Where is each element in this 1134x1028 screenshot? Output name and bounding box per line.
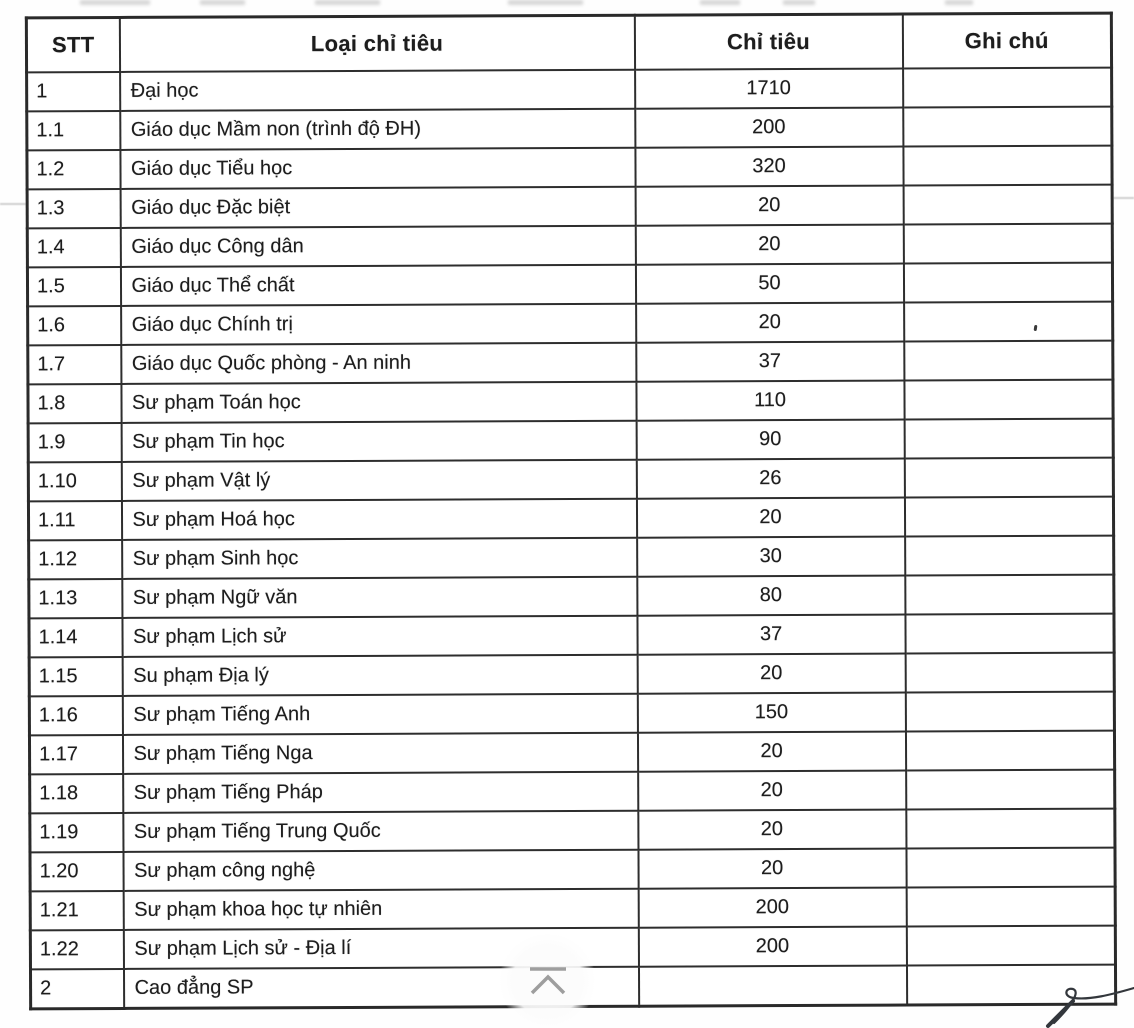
row-value: 90 [636,420,904,460]
row-note [903,224,1112,264]
row-note [904,302,1113,342]
row-value: 20 [638,810,906,850]
row-note [903,107,1112,147]
scan-smudge [945,0,973,5]
row-value: 200 [635,108,903,148]
scan-smudge [783,0,815,5]
row-stt: 1.15 [29,657,122,696]
row-value: 200 [638,888,906,928]
row-label: Giáo dục Mầm non (trình độ ĐH) [120,109,635,150]
row-label: Cao đẳng SP [123,967,638,1009]
row-note [904,497,1113,537]
table-row [27,224,1112,268]
row-stt: 1.9 [28,423,121,462]
table-row [28,458,1113,502]
row-stt: 1.2 [27,150,120,189]
table-row [30,809,1115,853]
row-label: Sư phạm công nghệ [123,850,638,891]
row-stt: 1.12 [29,540,122,579]
row-stt: 2 [30,969,123,1009]
table-row [30,770,1115,814]
header-row [26,13,1111,72]
chevron-up-with-bar-icon [522,966,574,996]
row-label: Giáo dục Đặc biệt [120,187,635,228]
table-row [28,497,1113,541]
row-note [905,653,1114,693]
col-header-type: Loại chỉ tiêu [119,15,634,72]
table-row [29,653,1114,697]
scan-streak [0,203,27,205]
row-label: Giáo dục Quốc phòng - An ninh [121,343,636,384]
row-stt: 1.5 [27,267,120,306]
quota-table-wrap [25,12,1114,1011]
row-stt: 1.6 [28,306,121,345]
scan-smudge [700,0,740,5]
table-row [30,887,1115,931]
row-value: 20 [636,303,904,343]
row-label: Giáo dục Chính trị [121,304,636,345]
scroll-to-top-button[interactable] [499,934,596,1028]
row-stt: 1.20 [30,852,123,891]
row-note [906,926,1115,966]
row-note [904,341,1113,381]
row-value: 37 [637,615,905,655]
row-stt: 1 [27,72,120,111]
table-row [28,302,1113,346]
table-row [29,692,1114,736]
row-value: 110 [636,381,904,421]
table-row [27,107,1112,151]
row-stt: 1.21 [30,891,123,930]
row-note [903,146,1112,186]
row-value: 20 [636,498,904,538]
row-value: 20 [638,849,906,889]
row-label: Sư phạm Vật lý [121,460,636,501]
col-header-note: Ghi chú [902,13,1111,68]
row-note [904,458,1113,498]
row-stt: 1.18 [30,774,123,813]
row-label: Sư phạm Lịch sử - Địa lí [123,928,638,969]
table-row [29,731,1114,775]
row-note [903,68,1112,108]
row-stt: 1.1 [27,111,120,150]
row-value: 20 [635,186,903,226]
row-note [905,692,1114,732]
table-row [30,848,1115,892]
scan-smudge [80,0,150,5]
row-stt: 1.11 [28,501,121,540]
row-stt: 1.13 [29,579,122,618]
row-value: 20 [638,771,906,811]
table-row [27,263,1112,307]
row-label: Sư phạm Tiếng Anh [122,694,637,735]
table-row [29,575,1114,619]
row-value: 150 [637,693,905,733]
table-row [27,146,1112,190]
col-header-stt: STT [26,17,119,72]
signature-ink [1040,982,1134,1028]
table-row [29,614,1114,658]
row-label: Sư phạm Tiếng Nga [122,733,637,774]
row-value: 20 [635,225,903,265]
row-stt: 1.4 [27,228,120,267]
row-label: Sư phạm Lịch sử [122,616,637,657]
row-value: 1710 [635,69,903,109]
row-stt: 1.19 [30,813,123,852]
row-value: 20 [637,654,905,694]
row-label: Sư phạm Toán học [121,382,636,423]
quota-table [25,12,1117,1011]
row-note [903,263,1112,303]
row-stt: 1.14 [29,618,122,657]
row-label: Giáo dục Thể chất [120,265,635,306]
row-label: Đại học [120,70,635,111]
row-note [906,770,1115,810]
scan-smudge [508,0,583,5]
row-stt: 1.3 [27,189,120,228]
table-row [28,341,1113,385]
row-label: Sư phạm Tiếng Trung Quốc [123,811,638,852]
row-label: Sư phạm Tiếng Pháp [123,772,638,813]
row-stt: 1.22 [30,930,123,969]
row-note [906,887,1115,927]
row-value: 200 [638,927,906,967]
col-header-quota: Chỉ tiêu [634,14,902,70]
row-value: 50 [635,264,903,304]
row-value: 80 [637,576,905,616]
row-stt: 1.17 [29,735,122,774]
row-label: Sư phạm Tin học [121,421,636,462]
row-stt: 1.10 [28,462,121,501]
row-label: Sư phạm Sinh học [122,538,637,579]
row-note [905,614,1114,654]
row-value: 26 [636,459,904,499]
row-note [905,731,1114,771]
row-label: Su phạm Địa lý [122,655,637,696]
row-value: 320 [635,147,903,187]
scan-smudge [315,0,380,5]
row-note [906,809,1115,849]
row-stt: 1.8 [28,384,121,423]
row-label: Giáo dục Tiểu học [120,148,635,189]
row-label: Giáo dục Công dân [120,226,635,267]
row-value: 20 [637,732,905,772]
table-row [29,536,1114,580]
table-row [28,380,1113,424]
row-stt: 1.16 [29,696,122,735]
table-row [28,419,1113,463]
row-note [905,536,1114,576]
row-note [904,419,1113,459]
row-label: Sư phạm Ngữ văn [122,577,637,618]
table-row [27,185,1112,229]
row-note [904,380,1113,420]
row-note [903,185,1112,225]
scan-smudge [200,0,245,5]
row-value: 37 [636,342,904,382]
row-label: Sư phạm Hoá học [121,499,636,540]
row-stt: 1.7 [28,345,121,384]
row-label: Sư phạm khoa học tự nhiên [123,889,638,930]
row-value: 30 [637,537,905,577]
row-note [906,848,1115,888]
row-note [905,575,1114,615]
table-row [27,68,1112,112]
row-value [638,966,906,1007]
